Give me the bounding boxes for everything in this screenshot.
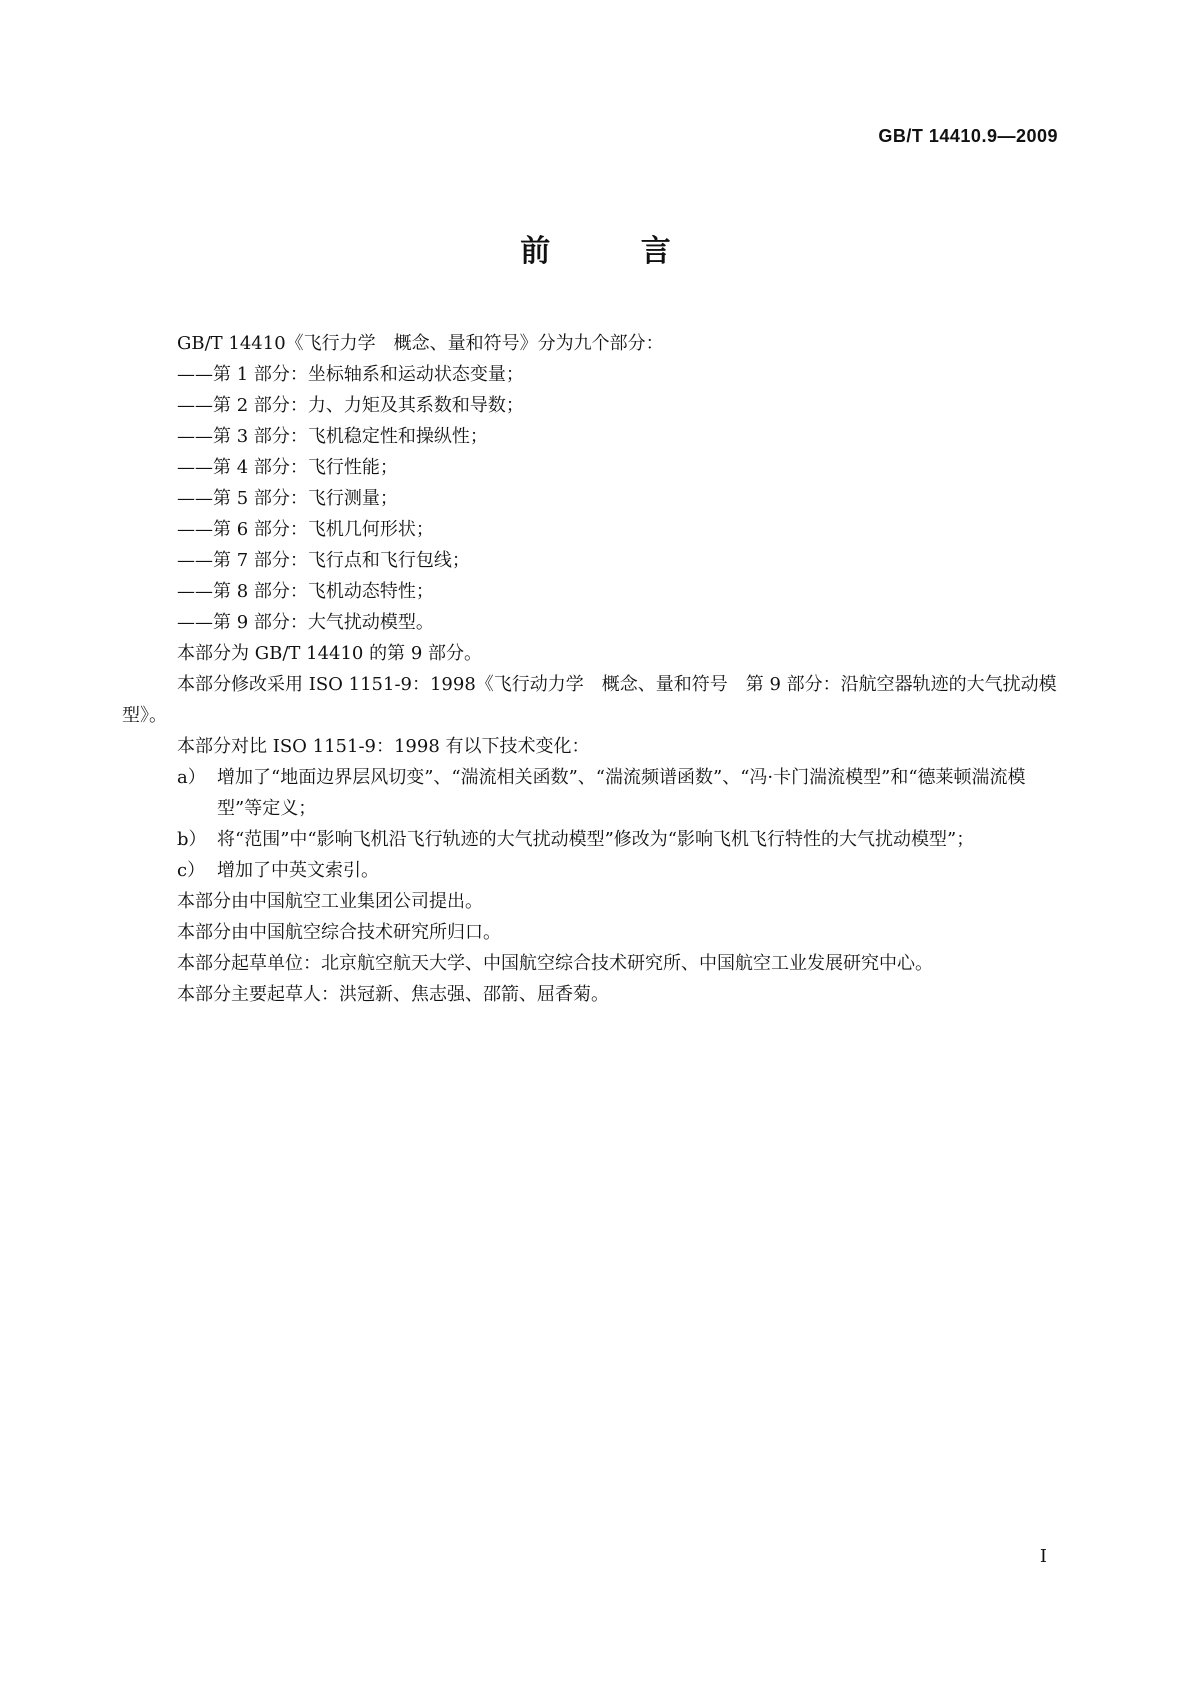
drafters-paragraph: 本部分主要起草人：洪冠新、焦志强、邵箭、屈香菊。 — [177, 984, 609, 1005]
adoption-paragraph: 本部分修改采用 ISO 1151-9：1998《飞行动力学 概念、量和符号 第 9 部分：沿航空器轨迹的大气扰动模型》。 — [122, 674, 1057, 726]
change-item-a — [122, 762, 1060, 824]
change-text: 将“范围”中“影响飞机沿飞行轨迹的大气扰动模型”修改为“影响飞机飞行特性的大气扰动模型”； — [217, 829, 975, 850]
part-list-item: ——第 3 部分：飞机稳定性和操纵性； — [177, 426, 488, 447]
part-list-item: ——第 4 部分：飞行性能； — [177, 457, 398, 478]
list-marker: b） — [177, 829, 207, 850]
part-list-item: ——第 2 部分：力、力矩及其系数和导数； — [177, 395, 524, 416]
list-marker: a） — [177, 767, 206, 788]
part-list-item: ——第 9 部分：大气扰动模型。 — [177, 612, 434, 633]
change-item-b — [122, 824, 1060, 855]
change-text: 增加了中英文索引。 — [217, 860, 379, 881]
part-list-item: ——第 1 部分：坐标轴系和运动状态变量； — [177, 364, 524, 385]
part-list-item: ——第 5 部分：飞行测量； — [177, 488, 398, 509]
change-text: 增加了“地面边界层风切变”、“湍流相关函数”、“湍流频谱函数”、“冯·卡门湍流模型”和“德莱顿湍流模型”等定义； — [217, 767, 1026, 819]
page-title: 前 言 — [520, 234, 711, 269]
intro-paragraph: GB/T 14410《飞行力学 概念、量和符号》分为九个部分： — [177, 333, 664, 354]
part-list-item: ——第 8 部分：飞机动态特性； — [177, 581, 434, 602]
proposed-by-paragraph: 本部分由中国航空工业集团公司提出。 — [177, 891, 483, 912]
change-item-c — [122, 855, 1060, 886]
changes-intro-paragraph: 本部分对比 ISO 1151-9：1998 有以下技术变化： — [177, 736, 590, 757]
this-part-paragraph: 本部分为 GB/T 14410 的第 9 部分。 — [177, 643, 482, 664]
centralized-by-paragraph: 本部分由中国航空综合技术研究所归口。 — [177, 922, 501, 943]
standard-code: GB/T 14410.9—2009 — [878, 126, 1058, 146]
part-list-item: ——第 6 部分：飞机几何形状； — [177, 519, 434, 540]
drafting-units-paragraph: 本部分起草单位：北京航空航天大学、中国航空综合技术研究所、中国航空工业发展研究中心。 — [177, 953, 933, 974]
list-marker: c） — [177, 860, 206, 881]
part-list-item: ——第 7 部分：飞行点和飞行包线； — [177, 550, 470, 571]
foreword-body — [122, 328, 1060, 1010]
page-number: I — [1039, 1546, 1047, 1567]
